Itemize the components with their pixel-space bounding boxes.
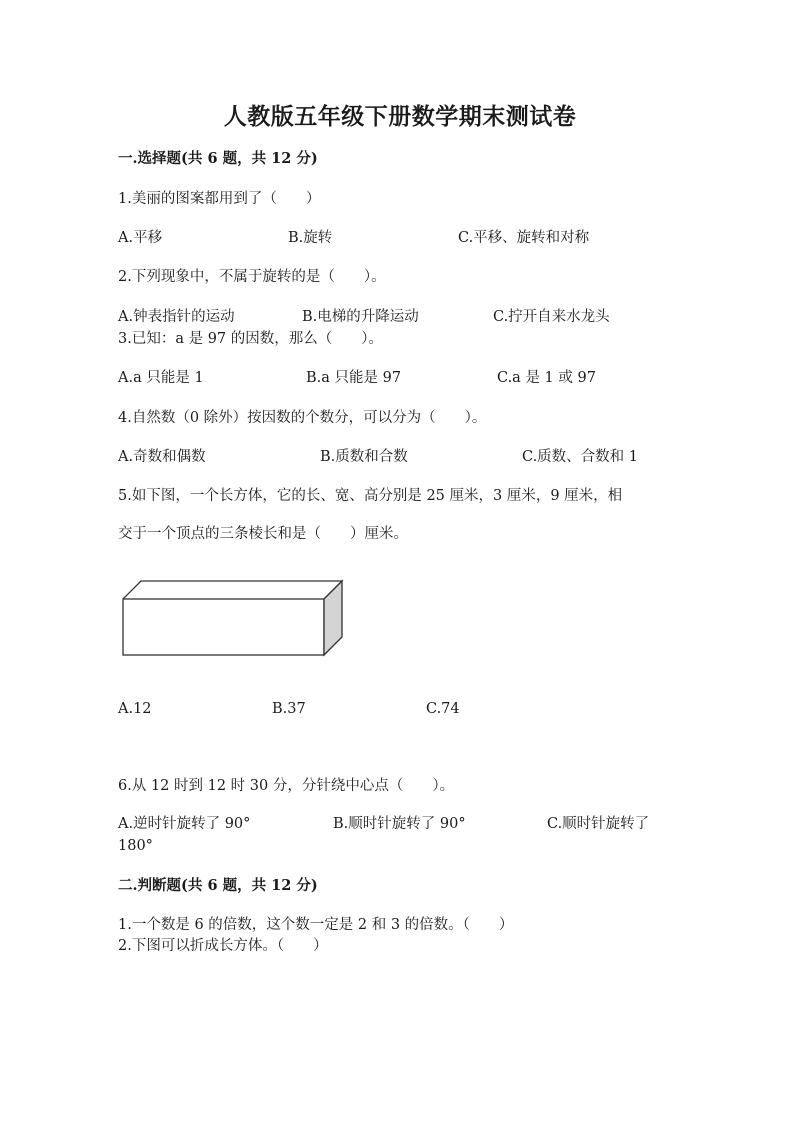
- question-2: 2.下列现象中，不属于旋转的是（ ）。: [118, 269, 386, 285]
- q1-option-c: C.平移、旋转和对称: [458, 230, 590, 246]
- q3-option-a: A.a 只能是 1: [118, 370, 204, 386]
- q3-option-b: B.a 只能是 97: [306, 370, 402, 386]
- q6-option-a: A.逆时针旋转了 90°: [118, 816, 251, 832]
- q1-option-a: A.平移: [118, 230, 163, 246]
- question-4: 4.自然数（0 除外）按因数的个数分，可以分为（ ）。: [118, 410, 487, 426]
- cuboid-figure: [118, 576, 348, 662]
- q5-option-a: A.12: [118, 701, 152, 717]
- q6-option-b: B.顺时针旋转了 90°: [333, 816, 466, 832]
- q3-option-c: C.a 是 1 或 97: [497, 370, 596, 386]
- q6-option-c: C.顺时针旋转了: [547, 816, 650, 832]
- section-heading-choice: 一.选择题(共 6 题，共 12 分): [118, 150, 318, 167]
- judgement-question-1: 1.一个数是 6 的倍数，这个数一定是 2 和 3 的倍数。（ ）: [118, 917, 514, 933]
- question-1: 1.美丽的图案都用到了（ ）: [118, 191, 321, 207]
- q2-option-c: C.拧开自来水龙头: [493, 309, 610, 325]
- question-6: 6.从 12 时到 12 时 30 分，分针绕中心点（ ）。: [118, 778, 455, 794]
- q4-option-c: C.质数、合数和 1: [522, 449, 639, 465]
- q1-option-b: B.旋转: [288, 230, 333, 246]
- q2-option-a: A.钟表指针的运动: [118, 309, 235, 325]
- question-5-line-1: 5.如下图，一个长方体，它的长、宽、高分别是 25 厘米，3 厘米，9 厘米，相: [118, 488, 623, 504]
- page-title: 人教版五年级下册数学期末测试卷: [223, 103, 577, 130]
- q6-option-c-continued: 180°: [118, 838, 153, 854]
- section-heading-judgement: 二.判断题(共 6 题，共 12 分): [118, 877, 318, 894]
- q4-option-a: A.奇数和偶数: [118, 449, 206, 465]
- judgement-question-2: 2.下图可以折成长方体。（ ）: [118, 938, 328, 954]
- q4-option-b: B.质数和合数: [320, 449, 408, 465]
- q5-option-c: C.74: [426, 701, 460, 717]
- q2-option-b: B.电梯的升降运动: [302, 309, 419, 325]
- q5-option-b: B.37: [272, 701, 306, 717]
- question-5-line-2: 交于一个顶点的三条棱长和是（ ）厘米。: [118, 526, 408, 542]
- question-3: 3.已知：a 是 97 的因数，那么（ ）。: [118, 331, 384, 347]
